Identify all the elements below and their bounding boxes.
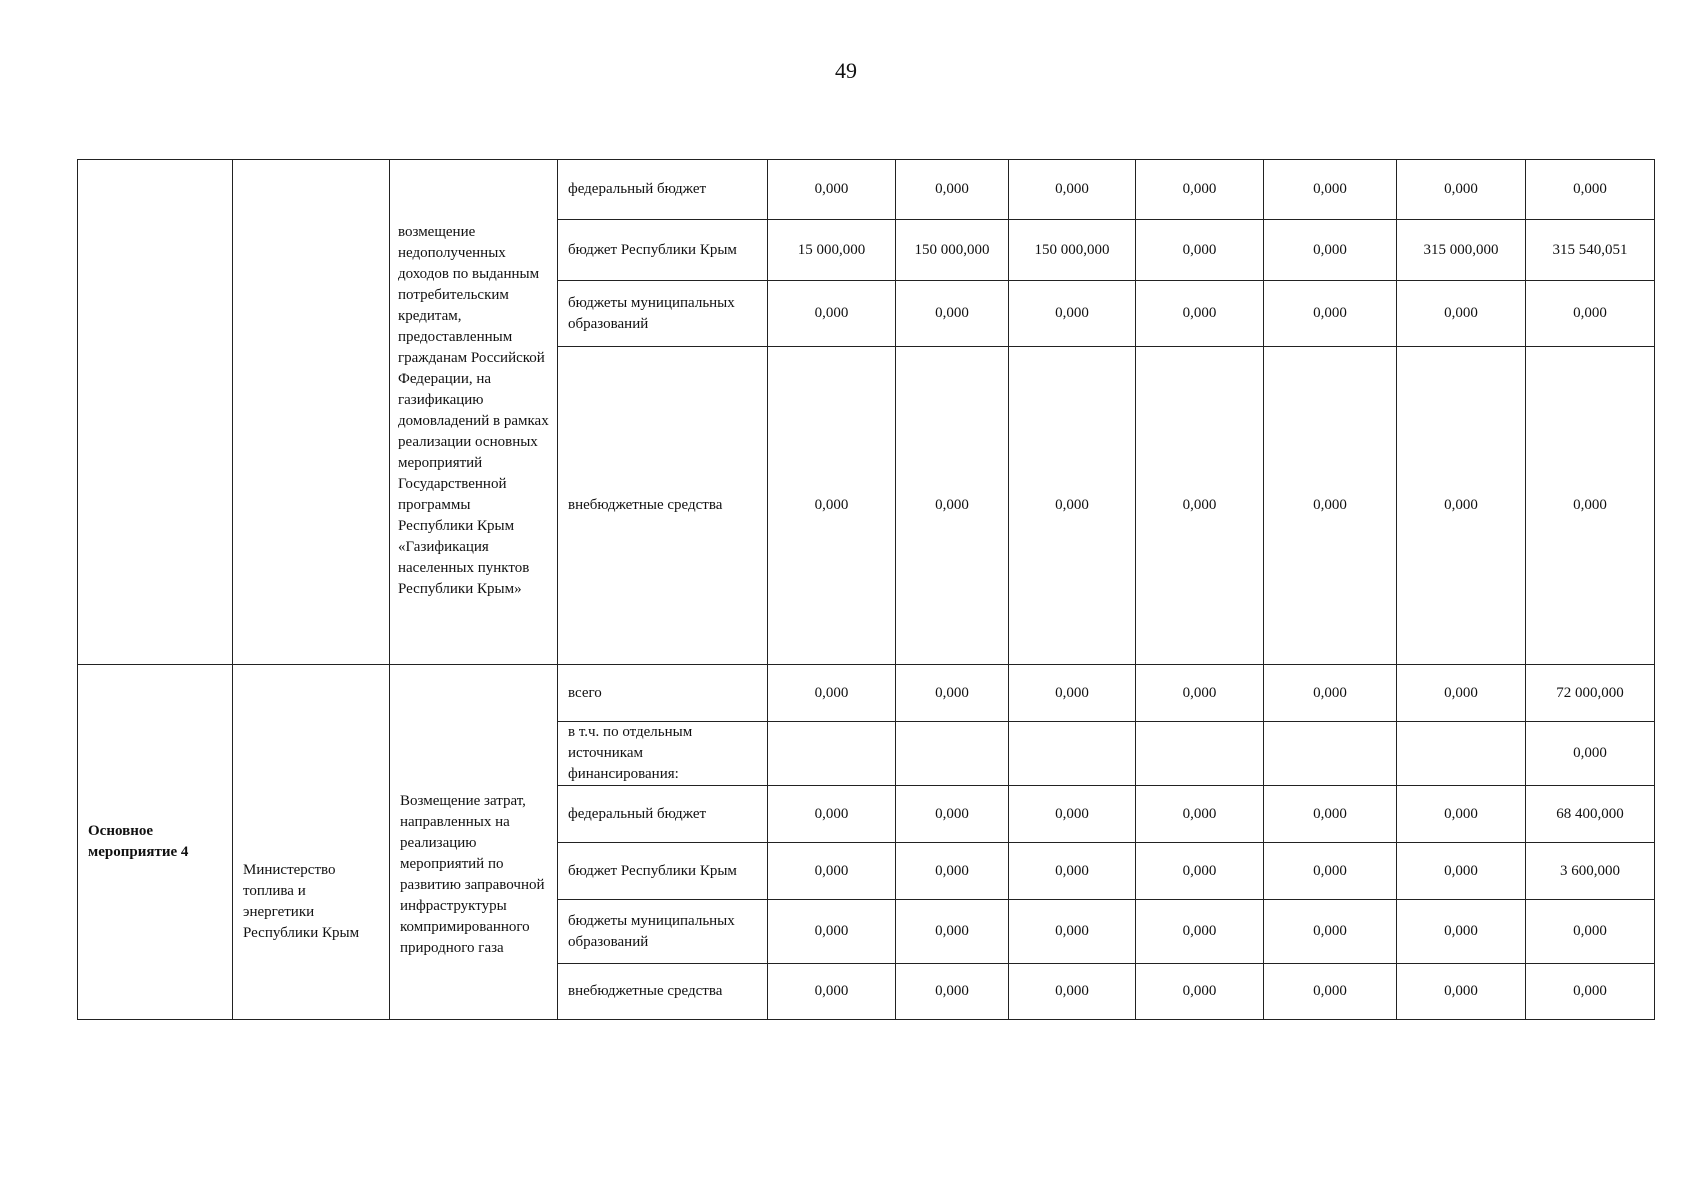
value-cell: 0,000 bbox=[1136, 281, 1264, 347]
value-cell: 150 000,000 bbox=[896, 220, 1009, 281]
value-cell: 0,000 bbox=[1397, 347, 1526, 665]
value-cell: 0,000 bbox=[1009, 843, 1136, 900]
value-cell: 0,000 bbox=[1397, 160, 1526, 220]
value-cell bbox=[1009, 722, 1136, 786]
value-cell: 0,000 bbox=[1136, 786, 1264, 843]
value-cell: 0,000 bbox=[1526, 722, 1655, 786]
value-cell: 0,000 bbox=[1136, 900, 1264, 964]
value-cell: 0,000 bbox=[1009, 964, 1136, 1020]
measure-cell: Основное мероприятие 4 bbox=[78, 665, 233, 1020]
value-cell: 0,000 bbox=[896, 843, 1009, 900]
funding-source: бюджеты муниципальных образований bbox=[558, 900, 768, 964]
value-cell: 0,000 bbox=[768, 786, 896, 843]
value-cell: 0,000 bbox=[1397, 665, 1526, 722]
value-cell: 0,000 bbox=[1397, 843, 1526, 900]
value-cell: 0,000 bbox=[1397, 964, 1526, 1020]
funding-source: бюджет Республики Крым bbox=[558, 843, 768, 900]
description-cell: возмещение недополученных доходов по выданным потребительским кредитам, предоставленным гражданам Российской Федерации, на газификацию домовладений в рамках реализации основных мероприятий Государственной программы Республики Крым «Газификация населенных пунктов Республики Крым» bbox=[390, 160, 558, 665]
value-cell: 0,000 bbox=[1136, 843, 1264, 900]
description-cell: Возмещение затрат, направленных на реализацию мероприятий по развитию заправочной инфраструктуры компримированного природного газа bbox=[390, 665, 558, 1020]
executor-cell bbox=[233, 160, 390, 665]
value-cell: 0,000 bbox=[1264, 281, 1397, 347]
value-cell: 72 000,000 bbox=[1526, 665, 1655, 722]
value-cell: 0,000 bbox=[896, 160, 1009, 220]
value-cell: 0,000 bbox=[1009, 786, 1136, 843]
value-cell: 0,000 bbox=[1009, 347, 1136, 665]
value-cell: 0,000 bbox=[768, 964, 896, 1020]
value-cell: 0,000 bbox=[1264, 220, 1397, 281]
value-cell: 150 000,000 bbox=[1009, 220, 1136, 281]
value-cell: 0,000 bbox=[1526, 281, 1655, 347]
table-row bbox=[78, 665, 1655, 722]
value-cell bbox=[1136, 722, 1264, 786]
value-cell: 0,000 bbox=[1009, 665, 1136, 722]
budget-table bbox=[77, 159, 1655, 1020]
value-cell: 15 000,000 bbox=[768, 220, 896, 281]
value-cell: 0,000 bbox=[896, 347, 1009, 665]
value-cell: 0,000 bbox=[768, 900, 896, 964]
value-cell: 0,000 bbox=[768, 160, 896, 220]
value-cell bbox=[896, 722, 1009, 786]
value-cell: 0,000 bbox=[1136, 347, 1264, 665]
funding-source: федеральный бюджет bbox=[558, 786, 768, 843]
value-cell: 0,000 bbox=[768, 347, 896, 665]
value-cell: 315 540,051 bbox=[1526, 220, 1655, 281]
funding-source: внебюджетные средства bbox=[558, 964, 768, 1020]
value-cell: 0,000 bbox=[1264, 843, 1397, 900]
value-cell bbox=[768, 722, 896, 786]
value-cell: 0,000 bbox=[896, 964, 1009, 1020]
value-cell: 0,000 bbox=[1526, 160, 1655, 220]
value-cell: 0,000 bbox=[1009, 281, 1136, 347]
value-cell: 315 000,000 bbox=[1397, 220, 1526, 281]
value-cell: 3 600,000 bbox=[1526, 843, 1655, 900]
value-cell: 0,000 bbox=[1264, 665, 1397, 722]
value-cell: 0,000 bbox=[1264, 964, 1397, 1020]
value-cell: 0,000 bbox=[896, 665, 1009, 722]
page-number: 49 bbox=[835, 58, 857, 83]
value-cell: 0,000 bbox=[896, 786, 1009, 843]
value-cell: 0,000 bbox=[768, 843, 896, 900]
value-cell: 0,000 bbox=[1264, 900, 1397, 964]
value-cell: 0,000 bbox=[1264, 347, 1397, 665]
value-cell: 0,000 bbox=[1397, 281, 1526, 347]
table-row bbox=[78, 160, 1655, 220]
value-cell: 0,000 bbox=[896, 900, 1009, 964]
value-cell bbox=[1397, 722, 1526, 786]
value-cell: 0,000 bbox=[1136, 220, 1264, 281]
value-cell: 0,000 bbox=[1264, 786, 1397, 843]
value-cell bbox=[1264, 722, 1397, 786]
funding-source: бюджет Республики Крым bbox=[558, 220, 768, 281]
value-cell: 0,000 bbox=[896, 281, 1009, 347]
funding-source: всего bbox=[558, 665, 768, 722]
funding-source: бюджеты муниципальных образований bbox=[558, 281, 768, 347]
value-cell: 0,000 bbox=[1526, 347, 1655, 665]
value-cell: 0,000 bbox=[1009, 900, 1136, 964]
value-cell: 0,000 bbox=[1136, 665, 1264, 722]
funding-source: внебюджетные средства bbox=[558, 347, 768, 665]
value-cell: 0,000 bbox=[1526, 964, 1655, 1020]
value-cell: 0,000 bbox=[768, 281, 896, 347]
value-cell: 68 400,000 bbox=[1526, 786, 1655, 843]
measure-cell bbox=[78, 160, 233, 665]
funding-source: федеральный бюджет bbox=[558, 160, 768, 220]
value-cell: 0,000 bbox=[1136, 160, 1264, 220]
executor-cell: Министерство топлива и энергетики Республики Крым bbox=[233, 665, 390, 1020]
value-cell: 0,000 bbox=[1397, 786, 1526, 843]
funding-source: в т.ч. по отдельным источникам финансирования: bbox=[558, 722, 768, 786]
value-cell: 0,000 bbox=[1397, 900, 1526, 964]
value-cell: 0,000 bbox=[1526, 900, 1655, 964]
value-cell: 0,000 bbox=[1136, 964, 1264, 1020]
value-cell: 0,000 bbox=[1009, 160, 1136, 220]
value-cell: 0,000 bbox=[768, 665, 896, 722]
value-cell: 0,000 bbox=[1264, 160, 1397, 220]
